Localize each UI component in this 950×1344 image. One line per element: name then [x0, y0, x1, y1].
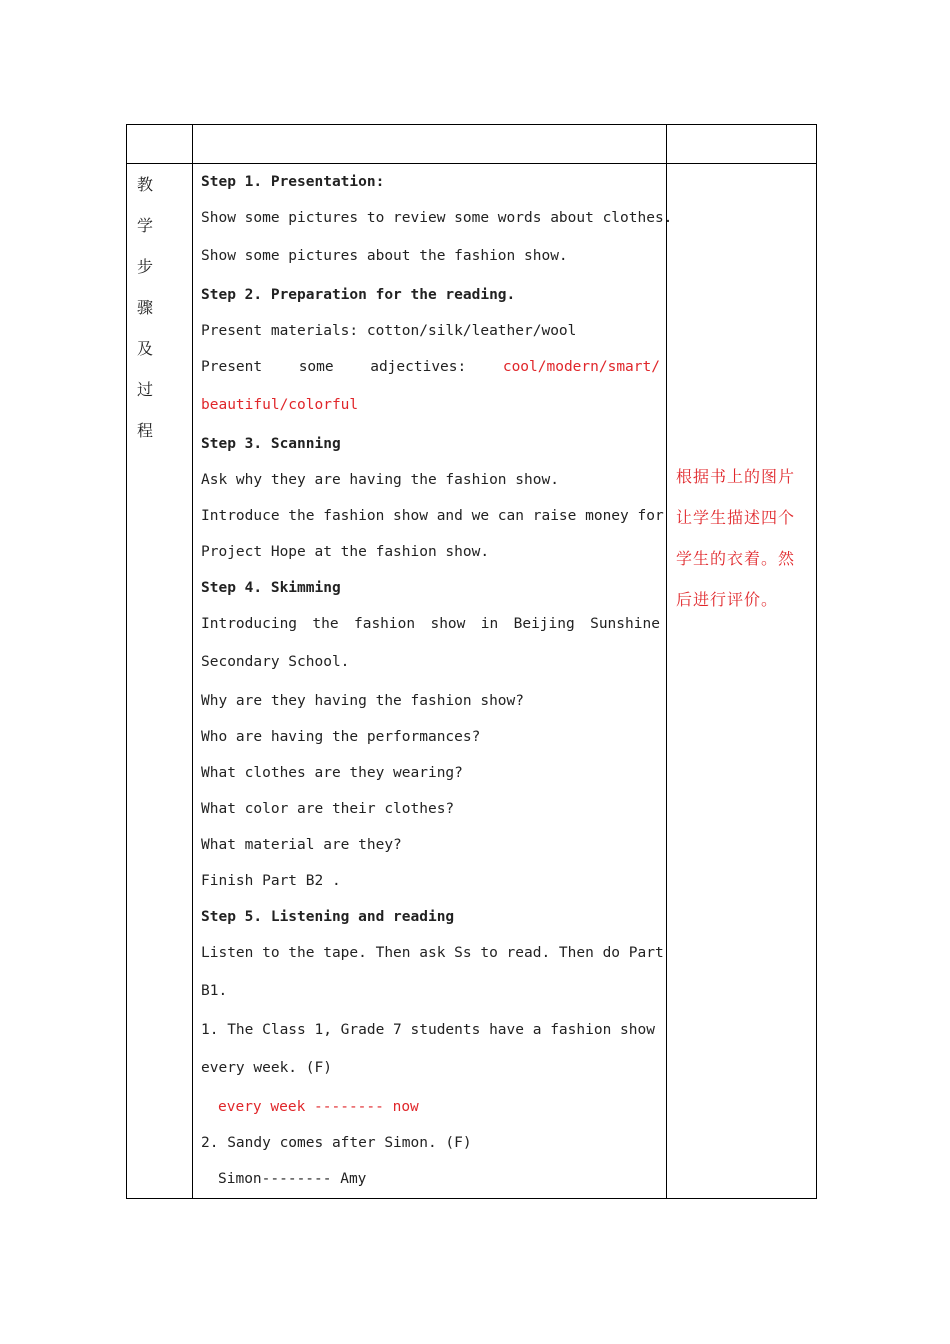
step4-intro-line [201, 606, 660, 642]
step4-question: What clothes are they wearing? [201, 765, 463, 781]
row-label-cell [127, 164, 193, 1199]
step2-line: Present materials: cotton/silk/leather/wool [201, 323, 577, 339]
step1-line: Show some pictures to review some words about clothes. [201, 210, 673, 226]
step5-line: Listen to the tape. Then ask Ss to read. Then do Part [201, 945, 664, 961]
step4-question: Why are they having the fashion show? [201, 693, 525, 709]
lesson-plan-table [126, 124, 817, 1199]
step5-correction: every week -------- now [218, 1099, 419, 1115]
word: Present [201, 359, 263, 375]
step1-title: Step 1. Presentation: [201, 174, 385, 190]
step2-adjectives-line [201, 349, 660, 385]
word: some [298, 359, 334, 375]
word: in [480, 616, 499, 632]
header-cell-3 [667, 125, 817, 164]
step5-line: B1. [201, 983, 228, 999]
step5-statement: every week. (F) [201, 1060, 332, 1076]
step3-line: Introduce the fashion show and we can raise money for [201, 508, 664, 524]
step4-question: Who are having the performances? [201, 729, 481, 745]
step1-line: Show some pictures about the fashion show. [201, 248, 568, 264]
step5-title: Step 5. Listening and reading [201, 909, 455, 925]
word: the [312, 616, 339, 632]
content-cell [193, 164, 673, 1199]
row-label: 教学步骤及过程 [137, 175, 170, 440]
word: Beijing [513, 616, 575, 632]
step4-title: Step 4. Skimming [201, 580, 341, 596]
word: adjectives: [370, 359, 467, 375]
header-cell-2 [193, 125, 667, 164]
step5-statement: 1. The Class 1, Grade 7 students have a fashion show [201, 1022, 655, 1038]
table-header-row [127, 125, 817, 164]
step3-line: Project Hope at the fashion show. [201, 544, 490, 560]
header-cell-1 [127, 125, 193, 164]
step4-line: Finish Part B2 . [201, 873, 341, 889]
steps-content [193, 164, 673, 1197]
word: show [430, 616, 466, 632]
step2-adjectives-cont: beautiful/colorful [201, 397, 359, 413]
teacher-note: 根据书上的图片让学生描述四个学生的衣着。然后进行评价。 [676, 467, 796, 609]
step2-title: Step 2. Preparation for the reading. [201, 287, 516, 303]
step3-line: Ask why they are having the fashion show. [201, 472, 559, 488]
word: cool/modern/smart/ [502, 359, 660, 375]
step4-question: What material are they? [201, 837, 402, 853]
step4-question: What color are their clothes? [201, 801, 455, 817]
notes-cell [667, 164, 817, 1199]
step4-line: Secondary School. [201, 654, 350, 670]
step3-title: Step 3. Scanning [201, 436, 341, 452]
step5-statement: 2. Sandy comes after Simon. (F) [201, 1135, 472, 1151]
word: Sunshine [590, 616, 660, 632]
step5-correction: Simon-------- Amy [218, 1171, 367, 1187]
table-body-row [127, 164, 817, 1199]
word: Introducing [201, 616, 298, 632]
word: fashion [353, 616, 416, 632]
